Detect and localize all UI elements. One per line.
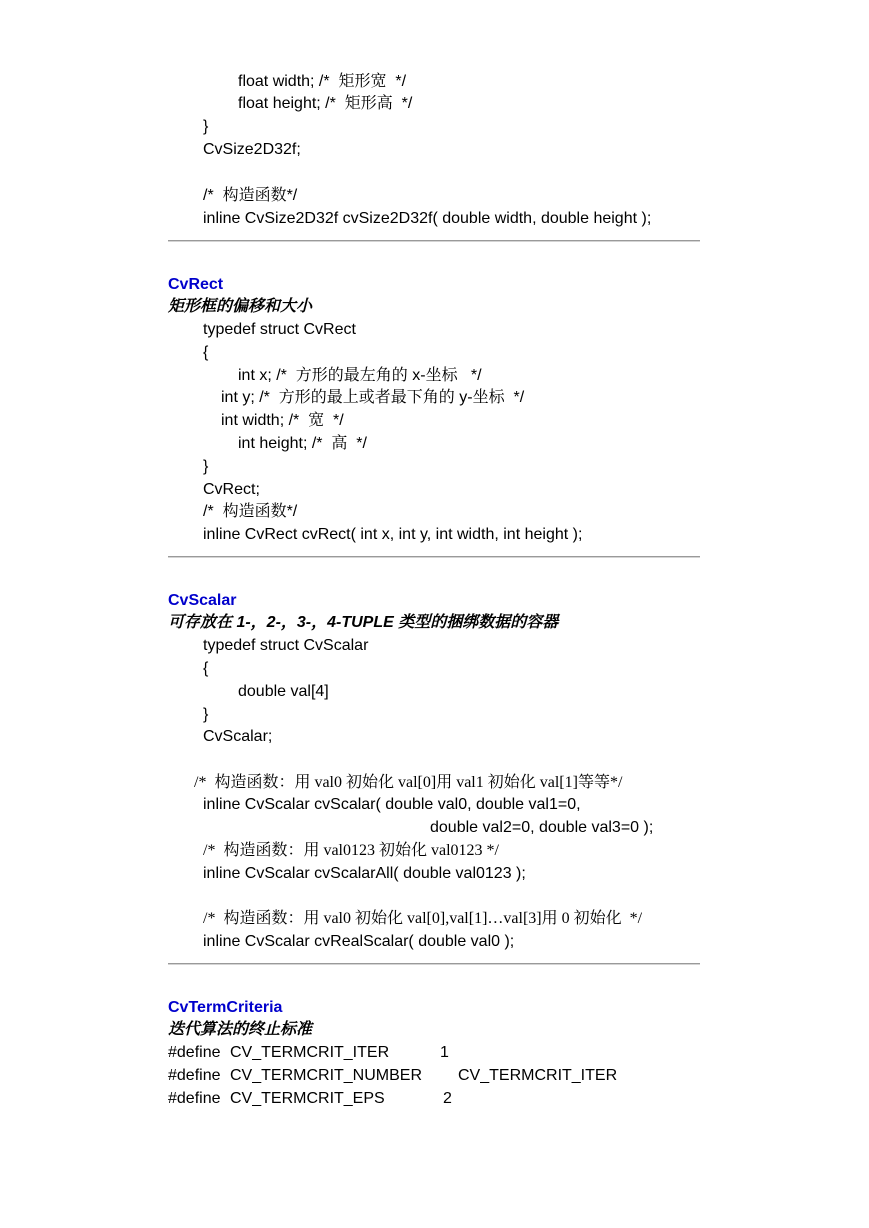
code-line: {: [203, 660, 209, 677]
code-line: int height; /* 高 */: [238, 435, 367, 452]
code-line: typedef struct CvScalar: [203, 637, 369, 654]
code-line: inline CvRect cvRect( int x, int y, int width, int height );: [203, 526, 583, 543]
code-line: int x; /* 方形的最左角的 x-坐标 */: [238, 367, 482, 384]
code-line: CvSize2D32f;: [203, 141, 301, 158]
code-line: inline CvScalar cvRealScalar( double val0 );: [203, 933, 515, 950]
code-line: float width; /* 矩形宽 */: [238, 73, 407, 90]
section-subtitle: 矩形框的偏移和大小: [168, 298, 313, 315]
code-comment: /* 构造函数*/: [203, 503, 298, 520]
section-title: CvRect: [168, 276, 224, 293]
define-value: 1: [440, 1044, 449, 1061]
section-divider: [168, 556, 700, 558]
code-line: }: [203, 118, 209, 135]
code-line: typedef struct CvRect: [203, 321, 356, 338]
code-comment: /* 构造函数：用 val0 初始化 val[0]用 val1 初始化 val[1]等等*/: [194, 774, 623, 791]
code-line: int width; /* 宽 */: [221, 412, 344, 429]
section-divider: [168, 963, 700, 965]
code-line: }: [203, 706, 209, 723]
section-divider: [168, 240, 700, 242]
code-line: {: [203, 344, 209, 361]
code-comment: /* 构造函数*/: [203, 187, 298, 204]
define-value: 2: [443, 1090, 452, 1107]
define-name: CV_TERMCRIT_EPS: [230, 1090, 385, 1107]
code-comment: /* 构造函数：用 val0123 初始化 val0123 */: [203, 842, 499, 859]
code-comment: /* 构造函数：用 val0 初始化 val[0],val[1]…val[3]用 0 初始化 */: [203, 910, 643, 927]
define-keyword: #define: [168, 1090, 221, 1107]
code-line: }: [203, 458, 209, 475]
define-keyword: #define: [168, 1067, 221, 1084]
code-line: CvRect;: [203, 481, 260, 498]
code-line: inline CvScalar cvScalar( double val0, double val1=0,: [203, 796, 581, 813]
code-line: inline CvScalar cvScalarAll( double val0123 );: [203, 865, 526, 882]
code-line: CvScalar;: [203, 728, 273, 745]
section-title: CvTermCriteria: [168, 999, 283, 1016]
code-line: int y; /* 方形的最上或者最下角的 y-坐标 */: [221, 389, 525, 406]
code-line: float height; /* 矩形高 */: [238, 95, 413, 112]
code-line: double val2=0, double val3=0 );: [430, 819, 654, 836]
section-title: CvScalar: [168, 592, 237, 609]
section-subtitle: 迭代算法的终止标准: [168, 1021, 313, 1038]
code-line: inline CvSize2D32f cvSize2D32f( double width, double height );: [203, 210, 652, 227]
define-name: CV_TERMCRIT_NUMBER: [230, 1067, 423, 1084]
define-value: CV_TERMCRIT_ITER: [458, 1067, 618, 1084]
define-name: CV_TERMCRIT_ITER: [230, 1044, 390, 1061]
define-keyword: #define: [168, 1044, 221, 1061]
section-subtitle: 可存放在 1-，2-，3-，4-TUPLE 类型的捆绑数据的容器: [168, 614, 559, 631]
code-line: double val[4]: [238, 683, 329, 700]
